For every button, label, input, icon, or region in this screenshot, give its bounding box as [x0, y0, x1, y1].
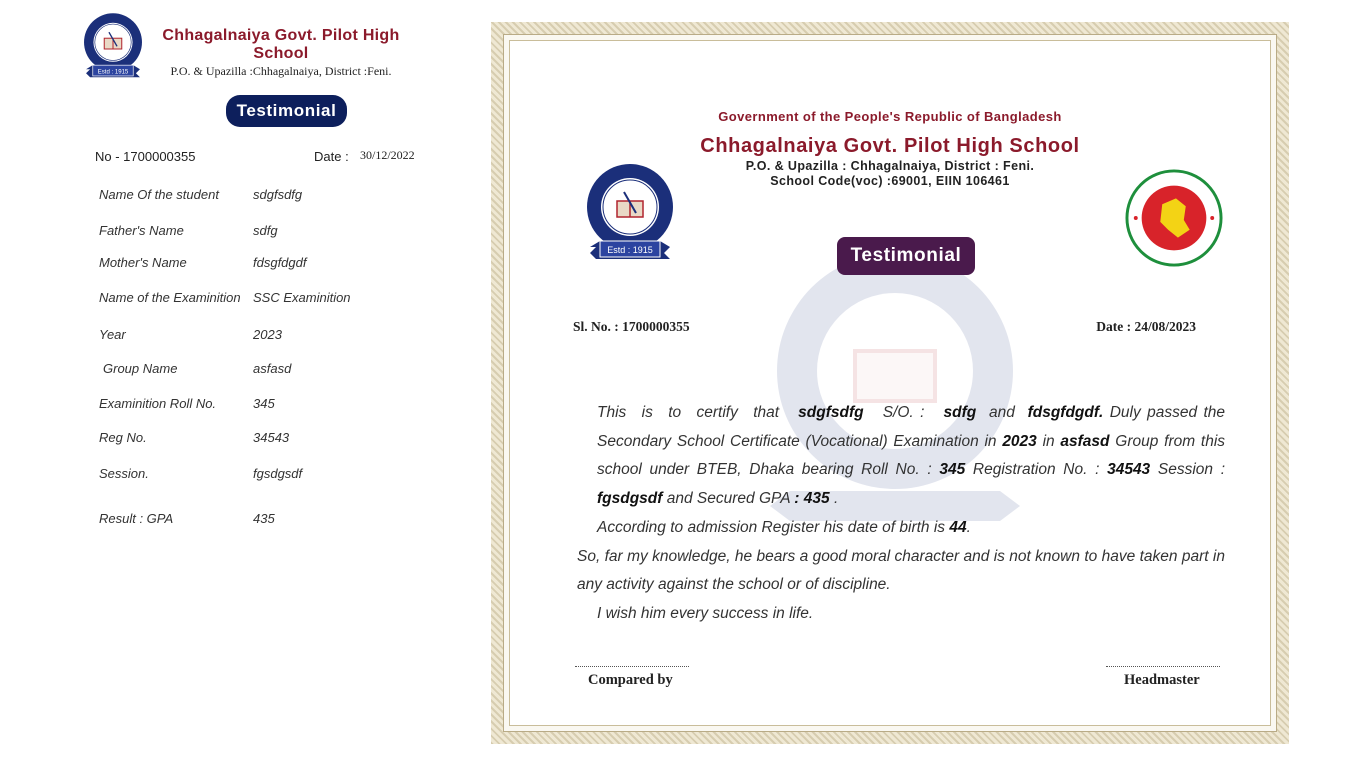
field-value: 345: [253, 396, 275, 411]
government-heading: Government of the People's Republic of Bangladesh: [718, 109, 1062, 124]
field-label: Mother's Name: [99, 255, 187, 270]
field-value: 2023: [253, 327, 282, 342]
field-value: sdfg: [253, 223, 278, 238]
school-name: Chhagalnaiya Govt. Pilot High School: [162, 27, 400, 62]
counterfoil-number: No - 1700000355: [95, 149, 196, 164]
school-code: School Code(voc) :69001, EIIN 106461: [770, 174, 1010, 188]
certify-paragraph: This is to certify that sdgfsdfg S/O. : sdfg and fdsgfdgdf. Duly passed the Secondary School Certificate (Vocational) Examination in 2023 in asfasd Group from this school under BTEB, Dhaka bearing Roll No. : 345 Registration No. : 34543 Session : fgsdgsdf and Secured GPA : 435 .: [597, 404, 1226, 508]
compared-by-signature-line: [575, 666, 689, 667]
field-label: Group Name: [103, 361, 178, 376]
wish-paragraph: I wish him every success in life.: [597, 604, 814, 622]
certificate-body: [577, 399, 1225, 629]
testimonial-badge: Testimonial: [837, 237, 975, 275]
field-value: SSC Examinition: [253, 290, 351, 305]
school-crest-icon: [82, 11, 144, 87]
counterfoil: [0, 0, 480, 775]
certificate-border: [503, 34, 1277, 732]
field-label: Father's Name: [99, 223, 184, 238]
headmaster-signature-line: [1106, 666, 1220, 667]
field-label: Name of the Examinition: [99, 290, 241, 305]
field-label: Reg No.: [99, 430, 147, 445]
field-label: Examinition Roll No.: [99, 396, 217, 411]
field-label: Name Of the student: [99, 187, 219, 202]
compared-by-label: Compared by: [588, 672, 673, 688]
field-label: Session.: [99, 466, 149, 481]
birth-paragraph: According to admission Register his date of birth is 44.: [597, 518, 971, 536]
field-value: 435: [253, 511, 275, 526]
certificate-date: Date : 24/08/2023: [1096, 319, 1196, 334]
field-value: 34543: [253, 430, 290, 445]
field-label: Result : GPA: [99, 511, 174, 526]
school-name: Chhagalnaiya Govt. Pilot High School: [700, 135, 1080, 157]
serial-number: Sl. No. : 1700000355: [573, 319, 690, 334]
certificate: [491, 22, 1289, 744]
field-value: fdsgfdgdf: [253, 255, 307, 270]
character-paragraph: So, far my knowledge, he bears a good moral character and is not known to have taken part in any activity against the school or of discipline.: [577, 547, 1225, 594]
svg-text:Estd : 1915: Estd : 1915: [607, 245, 653, 255]
date-label: Date :: [314, 149, 349, 164]
date-value: 30/12/2022: [360, 148, 415, 162]
testimonial-badge: Testimonial: [226, 95, 347, 127]
school-address: P.O. & Upazilla : Chhagalnaiya, District : Feni.: [745, 159, 1035, 173]
field-value: sdgfsdfg: [253, 187, 303, 202]
school-address: P.O. & Upazilla :Chhagalnaiya, District :Feni.: [170, 64, 392, 78]
field-value: fgsdgsdf: [253, 466, 303, 481]
bangladesh-government-seal-icon: [1125, 169, 1223, 267]
certificate-paper: [509, 40, 1271, 726]
headmaster-label: Headmaster: [1124, 672, 1200, 688]
svg-text:Estd : 1915: Estd : 1915: [97, 69, 129, 76]
school-crest-icon: [584, 161, 676, 273]
field-label: Year: [99, 327, 126, 342]
field-value: asfasd: [253, 361, 292, 376]
